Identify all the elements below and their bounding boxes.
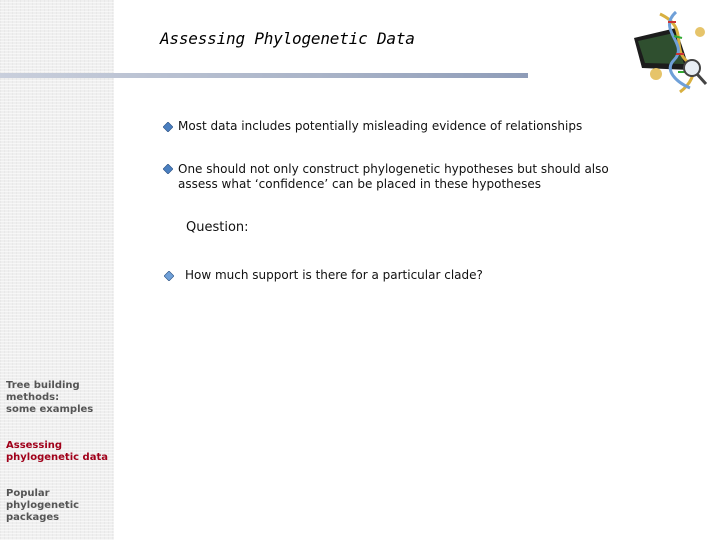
sidebar-item-label: phylogenetic xyxy=(6,500,80,511)
sidebar-item-label: Assessing xyxy=(6,440,63,451)
sidebar-item-assessing-data[interactable] xyxy=(6,440,108,464)
sidebar-item-label: Tree building xyxy=(6,380,80,391)
diamond-bullet-icon xyxy=(164,271,174,281)
sidebar-item-label: Popular xyxy=(6,488,50,499)
sidebar-item-popular-packages[interactable] xyxy=(6,488,79,524)
sidebar xyxy=(0,0,114,540)
dna-helix-magnifier-logo-icon xyxy=(630,8,716,94)
sidebar-item-label: packages xyxy=(6,512,60,523)
title-rule xyxy=(0,73,528,78)
page-title: Assessing Phylogenetic Data xyxy=(160,29,415,48)
diamond-bullet-icon xyxy=(163,122,173,132)
sidebar-item-label: methods: xyxy=(6,392,60,403)
sidebar-item-label: phylogenetic data xyxy=(6,452,108,463)
question-heading: Question: xyxy=(186,220,249,235)
diamond-bullet-icon xyxy=(163,164,173,174)
sidebar-item-label: some examples xyxy=(6,404,94,415)
question-bullet-text: How much support is there for a particular clade? xyxy=(185,268,483,282)
bullet-text: Most data includes potentially misleading evidence of relationships xyxy=(178,119,583,133)
sidebar-item-tree-building[interactable] xyxy=(6,380,93,416)
bullet-text: One should not only construct phylogenetic hypotheses but should also assess what ‘confidence’ can be placed in these hypotheses xyxy=(178,162,609,191)
